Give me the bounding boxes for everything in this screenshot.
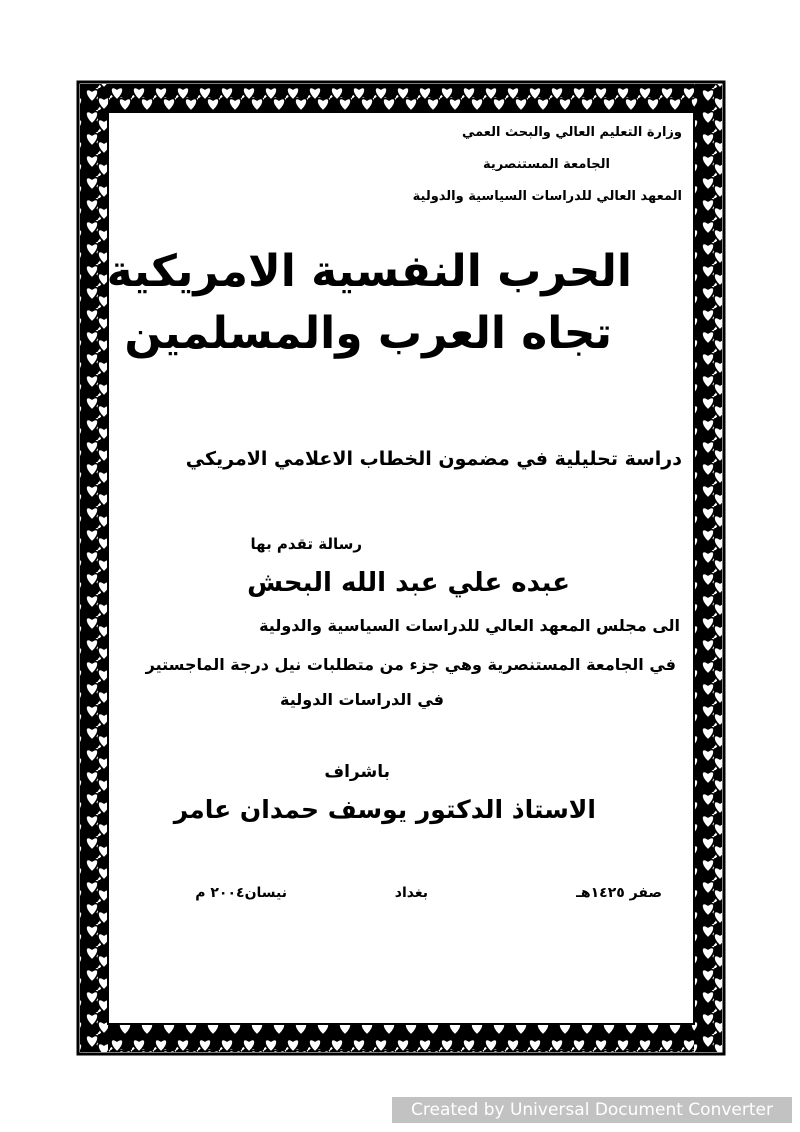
footer-city: بغداد xyxy=(394,885,428,901)
converter-watermark: Created by Universal Document Converter xyxy=(392,1097,792,1123)
university-name: الجامعة المستنصرية xyxy=(483,157,610,172)
purpose-line-2: في الجامعة المستنصرية وهي جزء من متطلبات نيل درجة الماجستير xyxy=(145,655,676,674)
supervisor-name: الاستاذ الدكتور يوسف حمدان عامر xyxy=(173,795,596,824)
thesis-title-line1: الحرب النفسية الامريكية xyxy=(106,246,632,297)
thesis-subtitle: دراسة تحليلية في مضمون الخطاب الاعلامي الامريكي xyxy=(185,448,682,470)
purpose-line-1: الى مجلس المعهد العالي للدراسات السياسية والدولية xyxy=(259,616,680,635)
thesis-title-line2: تجاه العرب والمسلمين xyxy=(124,308,612,359)
purpose-line-3: في الدراسات الدولية xyxy=(280,690,444,709)
supervision-label: باشراف xyxy=(324,762,390,782)
ministry-name: وزارة التعليم العالي والبحث العمي xyxy=(461,125,682,140)
submitted-by-label: رسالة تقدم بها xyxy=(250,535,362,553)
footer-date-gregorian: نيسان٢٠٠٤ م xyxy=(195,885,287,901)
author-name: عبده علي عبد الله البحش xyxy=(247,568,570,598)
footer-date-hijri: صفر ١٤٢٥هـ xyxy=(576,885,662,901)
institute-name: المعهد العالي للدراسات السياسية والدولية xyxy=(412,189,682,204)
